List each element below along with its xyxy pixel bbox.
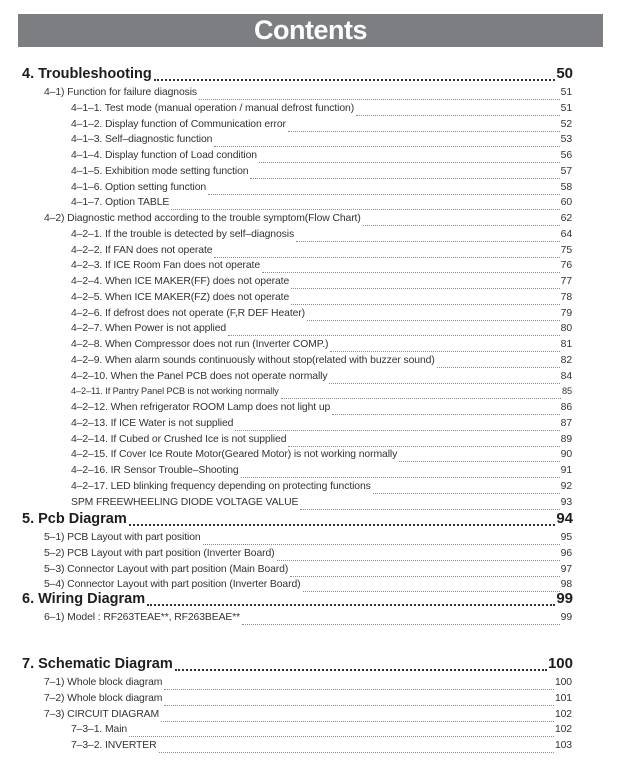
toc-page-number: 51: [560, 87, 572, 98]
toc-entry-title: 4. Troubleshooting: [22, 66, 152, 82]
toc-page-number: 81: [560, 339, 572, 350]
toc-entry-title: 6–1) Model : RF263TEAE**, RF263BEAE**: [44, 612, 241, 623]
toc-page-number: 79: [560, 307, 572, 319]
toc-entry[interactable]: [71, 119, 572, 135]
dot-leader: [235, 429, 559, 431]
toc-entry-title: 4–2–17. LED blinking frequency depending on protecting functions: [71, 480, 371, 492]
toc-page-number: 84: [560, 370, 572, 382]
toc-entry[interactable]: [71, 402, 572, 418]
toc-section-heading[interactable]: [22, 655, 573, 675]
toc-entry-title: 4–2–9. When alarm sounds continuously without stop(related with buzzer sound): [71, 354, 435, 366]
dot-leader: [164, 704, 554, 706]
toc-entry[interactable]: [71, 323, 572, 339]
toc-page-number: 102: [554, 724, 572, 736]
dot-leader: [164, 688, 554, 690]
toc-entry-title: 4–2–2. If FAN does not operate: [71, 244, 213, 256]
toc-page-number: 82: [560, 354, 572, 366]
toc-entry[interactable]: [71, 355, 572, 371]
dot-leader: [129, 735, 554, 737]
toc-entry[interactable]: [71, 465, 572, 481]
toc-entry[interactable]: [71, 481, 572, 497]
dot-leader: [147, 603, 555, 606]
toc-entry[interactable]: [44, 532, 572, 548]
dot-leader: [291, 287, 559, 289]
toc-page-number: 101: [554, 692, 572, 704]
toc-entry-title: 5–4) Connector Layout with part position (Inverter Board): [44, 579, 301, 591]
dot-leader: [214, 145, 559, 147]
dot-leader: [296, 240, 560, 242]
toc-entry[interactable]: [71, 292, 572, 308]
dot-leader: [203, 543, 560, 545]
contents-header-bar: [18, 14, 603, 47]
toc-page-number: 52: [560, 118, 572, 130]
toc-page-number: 95: [560, 532, 572, 543]
dot-leader: [291, 303, 559, 305]
toc-entry-title: 4–2–13. If ICE Water is not supplied: [71, 417, 234, 429]
toc-entry-title: 4–2–3. If ICE Room Fan does not operate: [71, 260, 261, 272]
dot-leader: [332, 413, 559, 415]
toc-entry-title: 4–2–1. If the trouble is detected by self–diagnosis: [71, 228, 295, 240]
toc-entry[interactable]: [44, 564, 572, 580]
toc-entry[interactable]: [71, 339, 572, 355]
dot-leader: [175, 668, 547, 671]
dot-leader: [129, 523, 556, 526]
dot-leader: [277, 559, 560, 561]
toc-page-number: 94: [556, 510, 573, 527]
toc-entry[interactable]: [71, 150, 572, 166]
dot-leader: [399, 460, 559, 462]
toc-entry-title: 4–2–10. When the Panel PCB does not operate normally: [71, 370, 328, 382]
toc-page-number: 62: [560, 213, 572, 224]
dot-leader: [356, 114, 560, 116]
dot-leader: [250, 177, 559, 179]
toc-entry-title: 4–2) Diagnostic method according to the trouble symptom(Flow Chart): [44, 213, 361, 224]
toc-entry-title: 4–1–6. Option setting function: [71, 181, 207, 193]
toc-page-number: 100: [554, 677, 572, 688]
toc-entry-title: 4–2–14. If Cubed or Crushed Ice is not supplied: [71, 433, 287, 445]
toc-entry-title: 5–1) PCB Layout with part position: [44, 532, 201, 543]
dot-leader: [307, 319, 560, 321]
toc-entry[interactable]: [71, 103, 572, 119]
toc-entry[interactable]: [71, 229, 572, 245]
toc-entry-title: 7–2) Whole block diagram: [44, 692, 163, 704]
dot-leader: [242, 623, 560, 625]
toc-entry[interactable]: [71, 197, 572, 213]
toc-entry[interactable]: [71, 724, 572, 740]
toc-entry[interactable]: [71, 371, 572, 387]
dot-leader: [288, 445, 559, 447]
toc-page-number: 97: [560, 563, 572, 575]
toc-entry-title: 4–2–16. IR Sensor Trouble–Shooting: [71, 465, 239, 476]
toc-page-number: 103: [554, 740, 572, 751]
toc-entry-title: 4–1–2. Display function of Communication error: [71, 118, 286, 130]
toc-page-number: 85: [561, 386, 572, 397]
toc-page-number: 51: [560, 102, 572, 114]
dot-leader: [373, 492, 560, 494]
toc-entry-title: 4–2–11. If Pantry Panel PCB is not working normally: [71, 386, 279, 397]
toc-entry-title: SPM FREEWHEELING DIODE VOLTAGE VALUE: [71, 496, 299, 508]
toc-entry[interactable]: [44, 612, 572, 628]
toc-entry-title: 4–2–12. When refrigerator ROOM Lamp does not light up: [71, 402, 331, 413]
toc-page-number: 99: [556, 590, 573, 607]
dot-leader: [281, 397, 561, 399]
toc-page-number: 90: [560, 449, 572, 461]
dot-leader: [228, 334, 560, 336]
toc-entry-title: 4–1–1. Test mode (manual operation / manual defrost function): [71, 102, 355, 114]
toc-page-number: 78: [560, 291, 572, 303]
toc-entry-title: 7–3–2. INVERTER: [71, 740, 157, 751]
toc-entry[interactable]: [71, 260, 572, 276]
dot-leader: [199, 98, 560, 100]
toc-entry[interactable]: [71, 134, 572, 150]
toc-entry[interactable]: [44, 548, 572, 564]
toc-entry-title: 4–2–6. If defrost does not operate (F,R DEF Heater): [71, 307, 306, 319]
toc-section-heading[interactable]: [22, 590, 573, 610]
toc-entry-title: 5–3) Connector Layout with part position (Main Board): [44, 563, 289, 575]
toc-section-heading[interactable]: [22, 510, 573, 530]
toc-entry-title: 7–1) Whole block diagram: [44, 677, 163, 688]
toc-page-number: 64: [560, 228, 572, 240]
toc-entry-title: 4–2–5. When ICE MAKER(FZ) does not operate: [71, 291, 290, 303]
toc-entry-title: 4–2–8. When Compressor does not run (Inverter COMP.): [71, 339, 329, 350]
dot-leader: [171, 208, 559, 210]
toc-page-number: 80: [560, 323, 572, 335]
toc-entry[interactable]: [71, 245, 572, 261]
toc-entry[interactable]: [44, 693, 572, 709]
toc-entry-title: 4–2–15. If Cover Ice Route Motor(Geared Motor) is not working normally: [71, 449, 398, 461]
toc-page-number: 98: [560, 579, 572, 591]
toc-entry-title: 7–3–1. Main: [71, 724, 128, 736]
toc-entry[interactable]: [44, 87, 572, 103]
toc-entry-title: 5. Pcb Diagram: [22, 511, 127, 527]
toc-entry-title: 7–3) CIRCUIT DIAGRAM: [44, 708, 160, 720]
toc-page-number: 50: [556, 65, 573, 82]
toc-entry[interactable]: [71, 308, 572, 324]
toc-entry[interactable]: [71, 449, 572, 465]
toc-entry-title: 7. Schematic Diagram: [22, 656, 173, 672]
toc-entry[interactable]: [71, 166, 572, 182]
toc-entry[interactable]: [44, 213, 572, 229]
toc-page-number: 91: [560, 465, 572, 476]
toc-entry-title: 6. Wiring Diagram: [22, 591, 146, 607]
toc-entry-title: 4–2–4. When ICE MAKER(FF) does not operate: [71, 276, 290, 287]
toc-entry[interactable]: [71, 386, 572, 402]
dot-leader: [288, 130, 560, 132]
toc-page-number: 57: [560, 165, 572, 177]
toc-page-number: 76: [560, 260, 572, 272]
toc-page-number: 86: [560, 402, 572, 413]
toc-page-number: 60: [560, 197, 572, 209]
dot-leader: [208, 193, 560, 195]
toc-entry-title: 5–2) PCB Layout with part position (Inverter Board): [44, 547, 275, 559]
toc-section-heading[interactable]: [22, 65, 573, 85]
toc-page-number: 75: [560, 244, 572, 256]
toc-entry[interactable]: [71, 434, 572, 450]
toc-entry[interactable]: [71, 276, 572, 292]
dot-leader: [161, 720, 554, 722]
dot-leader: [330, 350, 559, 352]
toc-entry-title: 4–1–4. Display function of Load condition: [71, 150, 257, 161]
dot-leader: [159, 751, 554, 753]
toc-page-number: 89: [560, 433, 572, 445]
toc-page-number: 87: [560, 417, 572, 429]
dot-leader: [154, 78, 556, 81]
toc-page-number: 100: [547, 655, 573, 672]
dot-leader: [363, 224, 560, 226]
dot-leader: [437, 366, 560, 368]
toc-page-number: 77: [560, 276, 572, 287]
toc-page-number: 96: [560, 547, 572, 559]
toc-entry[interactable]: [71, 418, 572, 434]
dot-leader: [241, 476, 560, 478]
toc-page-number: 93: [560, 496, 572, 508]
page-title: Contents: [254, 15, 367, 45]
toc-entry[interactable]: [44, 709, 572, 725]
toc-entry-title: 4–1–7. Option TABLE: [71, 197, 170, 209]
toc-entry-title: 4–1–3. Self–diagnostic function: [71, 134, 213, 146]
toc-entry[interactable]: [44, 677, 572, 693]
toc-entry-title: 4–1) Function for failure diagnosis: [44, 87, 198, 98]
toc-page-number: 102: [554, 708, 572, 720]
toc-entry[interactable]: [71, 740, 572, 756]
toc-entry-title: 4–2–7. When Power is not applied: [71, 323, 227, 335]
toc-page-number: 53: [560, 134, 572, 146]
toc-page-number: 56: [560, 150, 572, 161]
dot-leader: [329, 382, 559, 384]
dot-leader: [262, 271, 560, 273]
toc-page-number: 99: [560, 612, 572, 623]
toc-entry-title: 4–1–5. Exhibition mode setting function: [71, 165, 249, 177]
toc-page-number: 92: [560, 480, 572, 492]
dot-leader: [259, 161, 560, 163]
toc-entry[interactable]: [71, 182, 572, 198]
dot-leader: [214, 256, 559, 258]
dot-leader: [290, 575, 559, 577]
toc-page-number: 58: [560, 181, 572, 193]
